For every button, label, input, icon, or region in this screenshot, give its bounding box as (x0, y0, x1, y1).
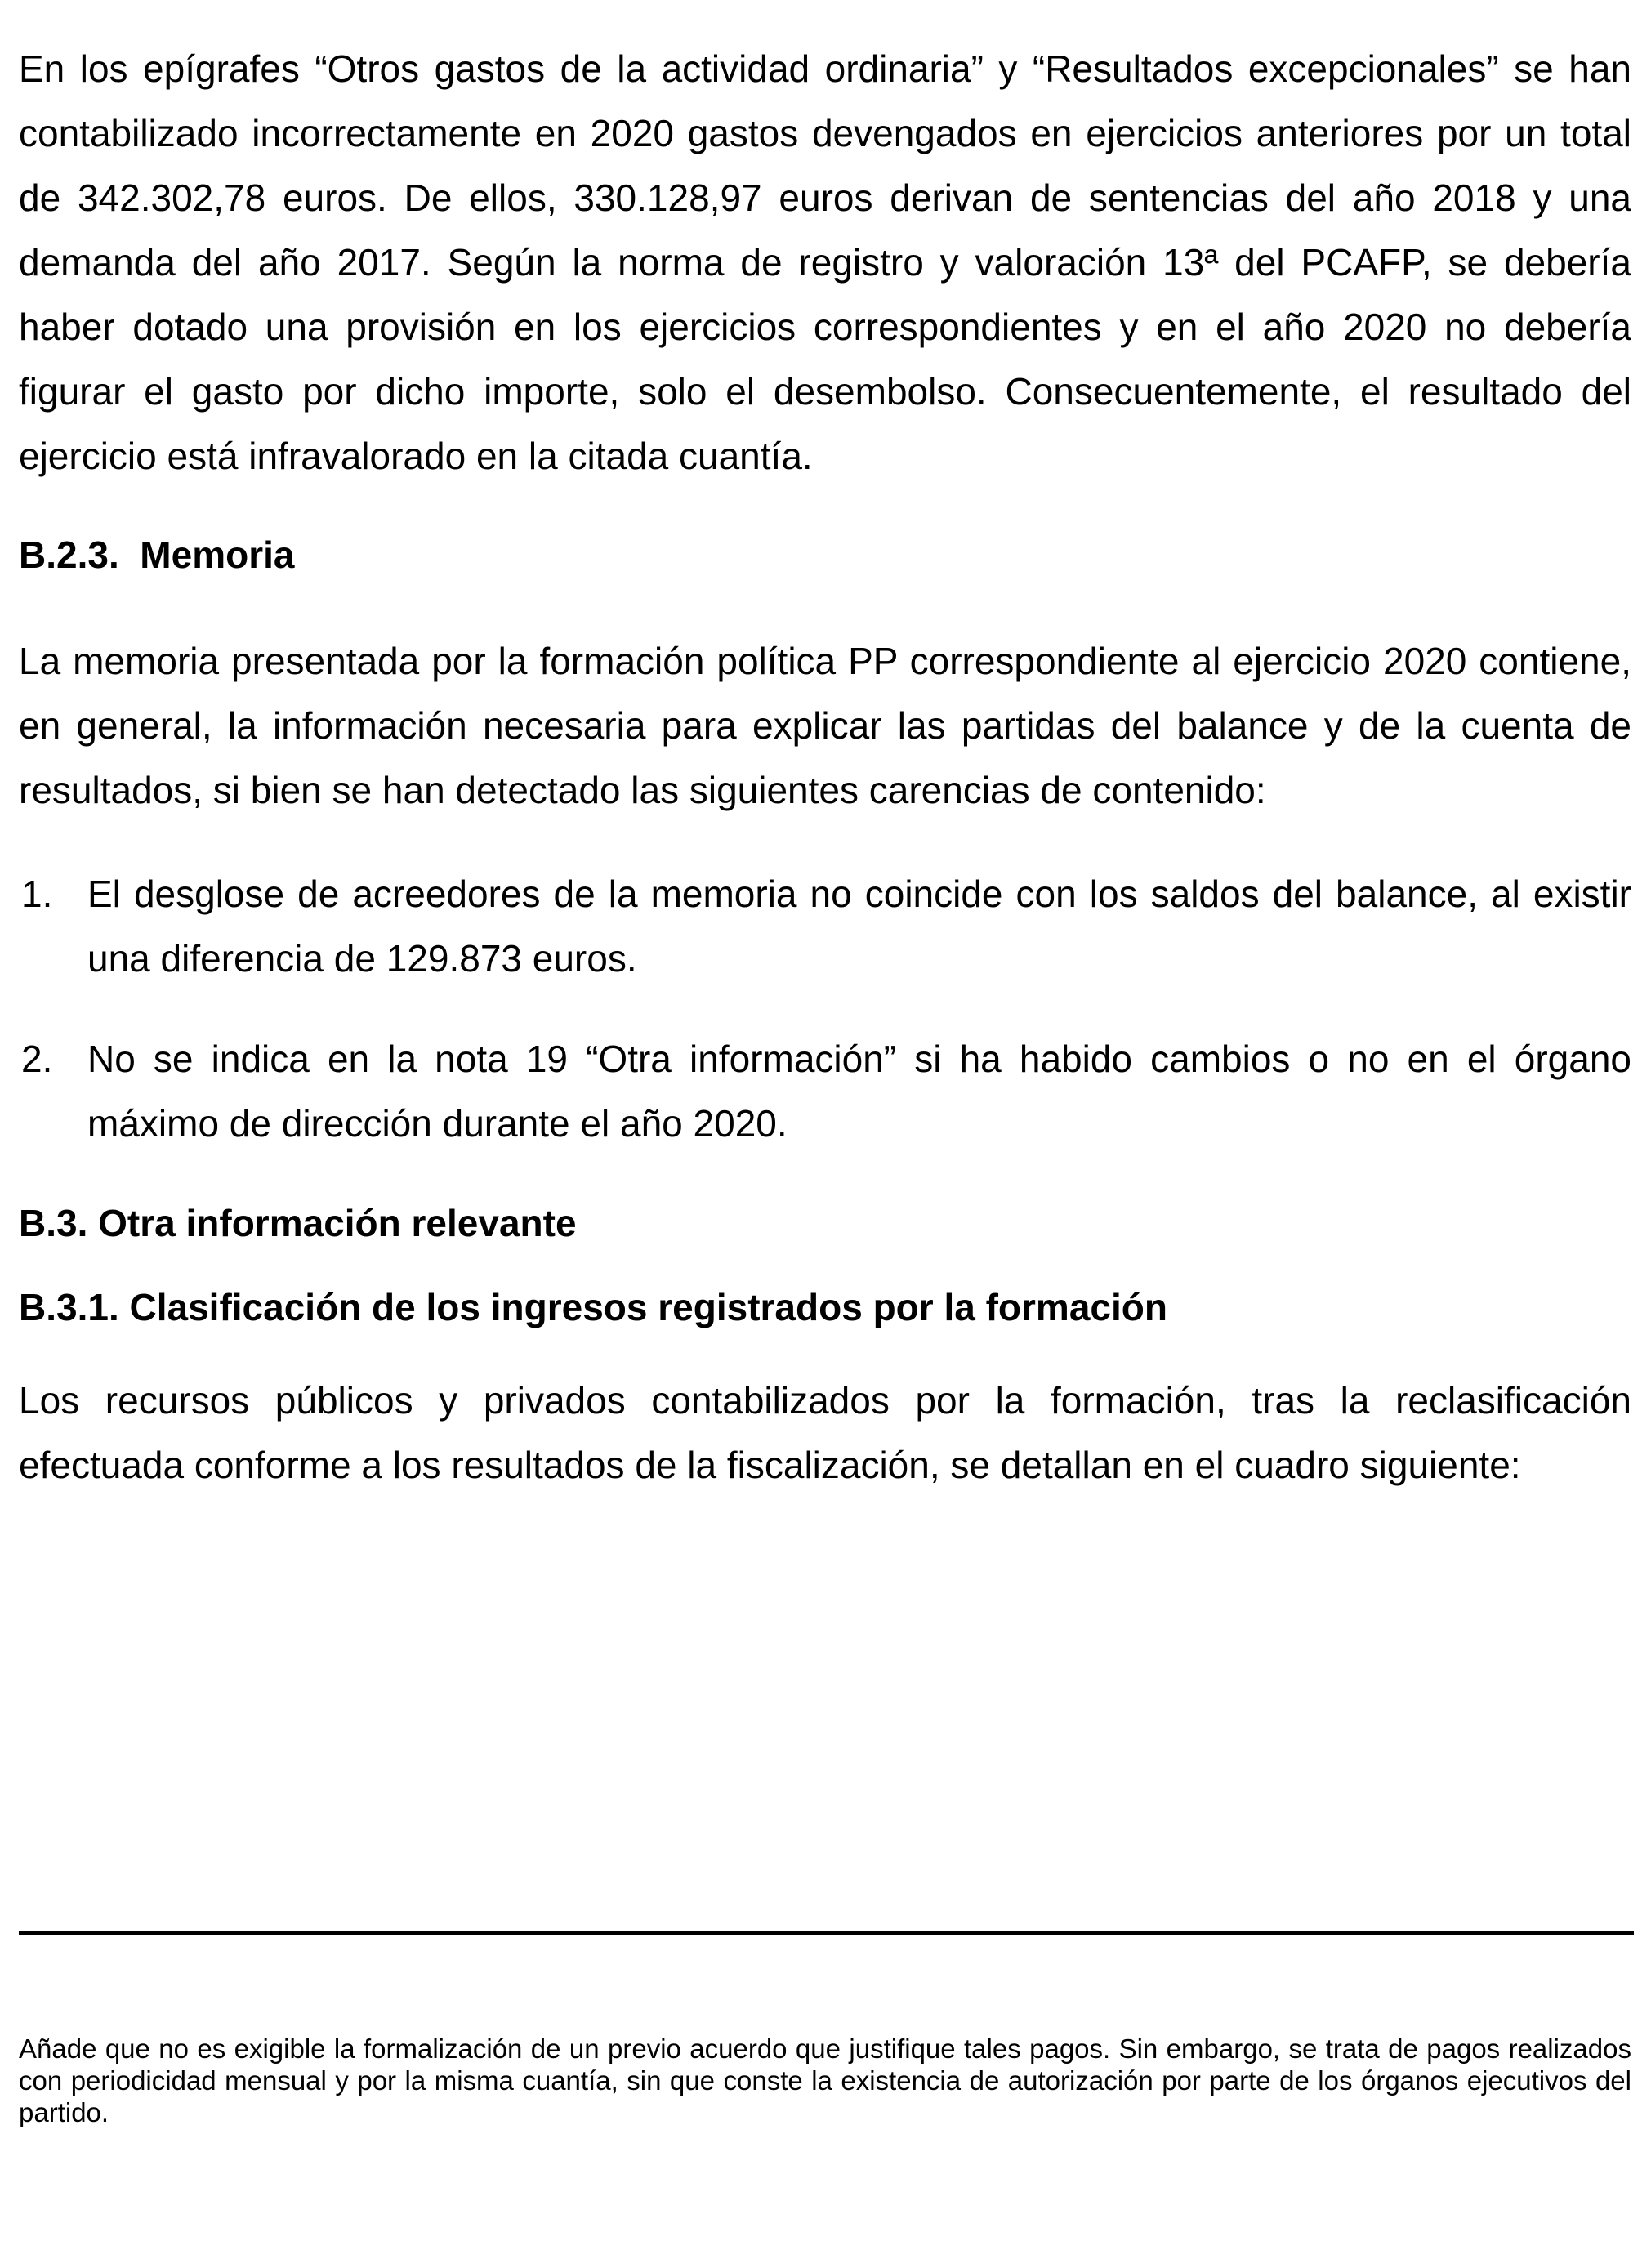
footnote-text: Añade que no es exigible la formalización de un previo acuerdo que justifique tales pagos. Sin embargo, se trata de pagos realizados con periodicidad mensual y por la misma cuantía, sin que conste la existencia de autorización por parte de los órganos ejecutivos del partido. (19, 2034, 1631, 2127)
heading-b3-otra-informacion: B.3. Otra información relevante (19, 1202, 577, 1244)
heading-b23-memoria: B.2.3. Memoria (19, 534, 295, 576)
list-item-2-text: No se indica en la nota 19 “Otra información” si ha habido cambios o no en el órgano máximo de dirección durante el año 2020. (87, 1038, 1631, 1145)
heading-b31-clasificacion-ingresos: B.3.1. Clasificación de los ingresos registrados por la formación (19, 1286, 1167, 1328)
list-item-1 (19, 862, 1631, 991)
list-item-2 (19, 1027, 1631, 1156)
paragraph-otros-gastos: En los epígrafes “Otros gastos de la actividad ordinaria” y “Resultados excepcionales” se han contabilizado incorrectamente en 2020 gastos devengados en ejercicios anteriores por un total de 342.302,78 euros. De ellos, 330.128,97 euros derivan de sentencias del año 2018 y una demanda del año 2017. Según la norma de registro y valoración 13ª del PCAFP, se debería haber dotado una provisión en los ejercicios correspondientes y en el año 2020 no debería figurar el gasto por dicho importe, solo el desembolso. Consecuentemente, el resultado del ejercicio está infravalorado en la citada cuantía. (19, 47, 1631, 477)
footnote-separator-rule (19, 1931, 1634, 1935)
list-item-1-number: 1. (21, 873, 53, 915)
paragraph-memoria-intro: La memoria presentada por la formación política PP correspondiente al ejercicio 2020 contiene, en general, la información necesaria para explicar las partidas del balance y de la cuenta de resultados, si bien se han detectado las siguientes carencias de contenido: (19, 640, 1631, 811)
list-item-2-number: 2. (21, 1038, 53, 1080)
list-item-1-text: El desglose de acreedores de la memoria no coincide con los saldos del balance, al existir una diferencia de 129.873 euros. (87, 873, 1631, 980)
paragraph-ingresos-intro: Los recursos públicos y privados contabilizados por la formación, tras la reclasificación efectuada conforme a los resultados de la fiscalización, se detallan en el cuadro siguiente: (19, 1379, 1631, 1486)
